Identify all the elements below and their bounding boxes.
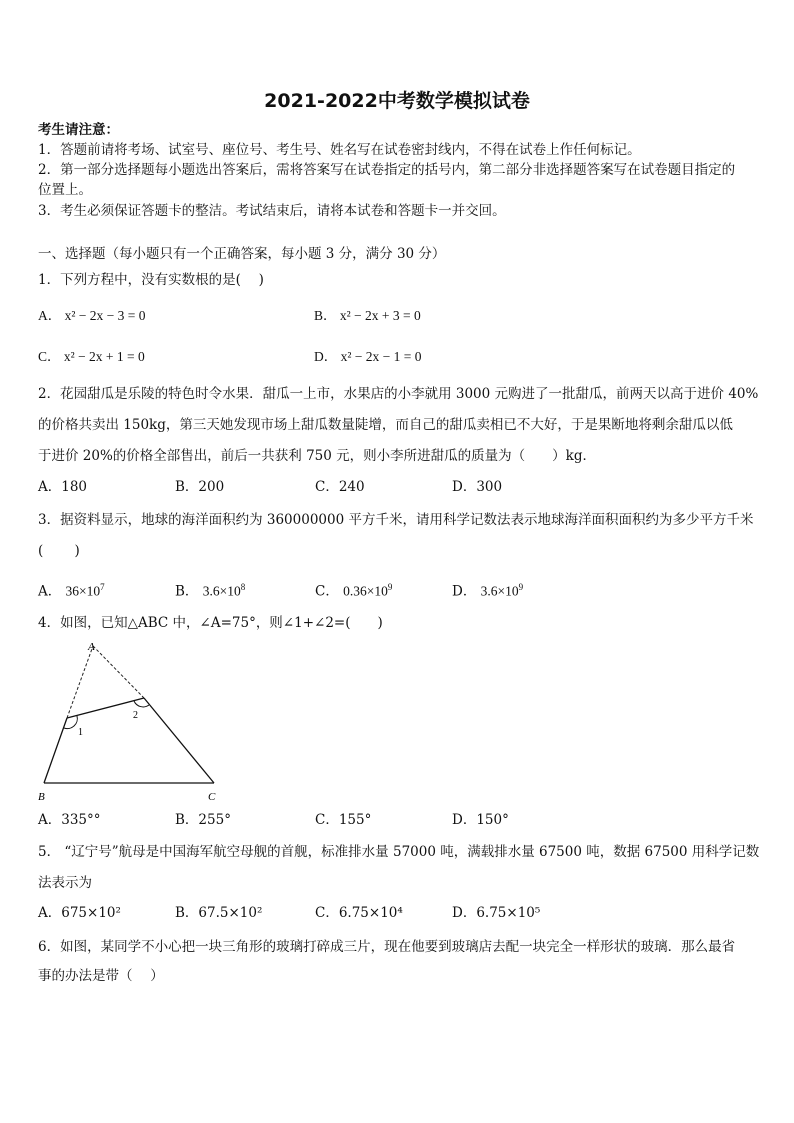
q2-option-d: D．300: [452, 479, 503, 495]
edge-c-side: [144, 698, 214, 783]
vertex-label-b: B: [38, 791, 45, 803]
notice-heading: 考生请注意：: [38, 122, 119, 138]
q2-line-1: 2．花园甜瓜是乐陵的特色时令水果．甜瓜一上市，水果店的小李就用 3000 元购进了一批甜瓜，前两天以高于进价 40%: [38, 386, 759, 402]
q3-line-2: ( ): [38, 543, 80, 559]
q1-stem: 1．下列方程中，没有实数根的是( ): [38, 272, 264, 288]
vertex-label-c: C: [208, 791, 216, 803]
q1-option-b: B． x² − 2x + 3 = 0: [314, 308, 421, 323]
q4-stem: 4．如图，已知△ABC 中，∠A=75°，则∠1+∠2=( ): [38, 615, 383, 631]
q6-line-1: 6．如图，某同学不小心把一块三角形的玻璃打碎成三片，现在他要到玻璃店去配一块完全一样形状的玻璃．那么最省: [38, 939, 736, 955]
q3-option-b: B． $3.6\times 10^8$: [175, 582, 246, 600]
q5-option-b: B．67.5×10²: [175, 905, 263, 921]
triangle-figure: [36, 640, 226, 805]
q3-option-d: D． $3.6\times 10^9$: [452, 582, 524, 600]
q2-option-c: C．240: [315, 479, 365, 495]
q5-option-c: C．6.75×10⁴: [315, 905, 403, 921]
q4-option-c: C．155°: [315, 812, 372, 828]
q2-option-a: A．180: [38, 479, 88, 495]
q3-line-1: 3．据资料显示，地球的海洋面积约为 360000000 平方千米，请用科学记数法表示地球海洋面积面积约为多少平方千米: [38, 512, 754, 528]
notice-item-2: 2．第一部分选择题每小题选出答案后，需将答案写在试卷指定的括号内，第二部分非选择题答案写在试卷题目指定的: [38, 162, 736, 178]
notice-item-3: 3．考生必须保证答题卡的整洁。考试结束后，请将本试卷和答题卡一并交回。: [38, 203, 506, 219]
dashed-edge-ac: [93, 646, 144, 698]
q2-line-3: 于进价 20%的价格全部售出，前后一共获利 750 元，则小李所进甜瓜的质量为（ ）kg．: [38, 448, 596, 464]
q2-line-2: 的价格共卖出 150kg，第三天她发现市场上甜瓜数量陡增，而自己的甜瓜卖相已不大好，于是果断地将剩余甜瓜以低: [38, 417, 733, 433]
edge-b-side: [44, 718, 67, 783]
page-title: 2021-2022中考数学模拟试卷: [264, 90, 530, 112]
q4-option-a: A．335°°: [38, 812, 101, 828]
dashed-edge-ab: [67, 646, 93, 718]
angle-label-1: 1: [78, 727, 83, 738]
notice-item-1: 1．答题前请将考场、试室号、座位号、考生号、姓名写在试卷密封线内，不得在试卷上作任何标记。: [38, 142, 641, 158]
q1-option-d: D． x² − 2x − 1 = 0: [314, 349, 422, 364]
angle-label-2: 2: [133, 710, 138, 721]
q3-option-a: A． $36\times 10^7$: [38, 582, 105, 600]
notice-item-2-cont: 位置上。: [38, 182, 92, 198]
q5-line-2: 法表示为: [38, 875, 92, 891]
q4-option-d: D．150°: [452, 812, 509, 828]
q2-option-b: B．200: [175, 479, 225, 495]
q5-option-d: D．6.75×10⁵: [452, 905, 541, 921]
q1-option-a: A． x² − 2x − 3 = 0: [38, 308, 146, 323]
q6-line-2: 事的办法是带（ ）: [38, 968, 164, 984]
q5-option-a: A．675×10²: [38, 905, 121, 921]
q3-option-c: C． $0.36\times 10^9$: [315, 582, 393, 600]
q4-option-b: B．255°: [175, 812, 231, 828]
q1-option-c: C． x² − 2x + 1 = 0: [38, 349, 145, 364]
vertex-label-a: A: [88, 641, 95, 653]
section-heading: 一、选择题（每小题只有一个正确答案，每小题 3 分，满分 30 分）: [38, 246, 446, 262]
q5-line-1: 5． “辽宁号”航母是中国海军航空母舰的首舰，标准排水量 57000 吨，满载排水量 67500 吨，数据 67500 用科学记数: [38, 844, 760, 860]
